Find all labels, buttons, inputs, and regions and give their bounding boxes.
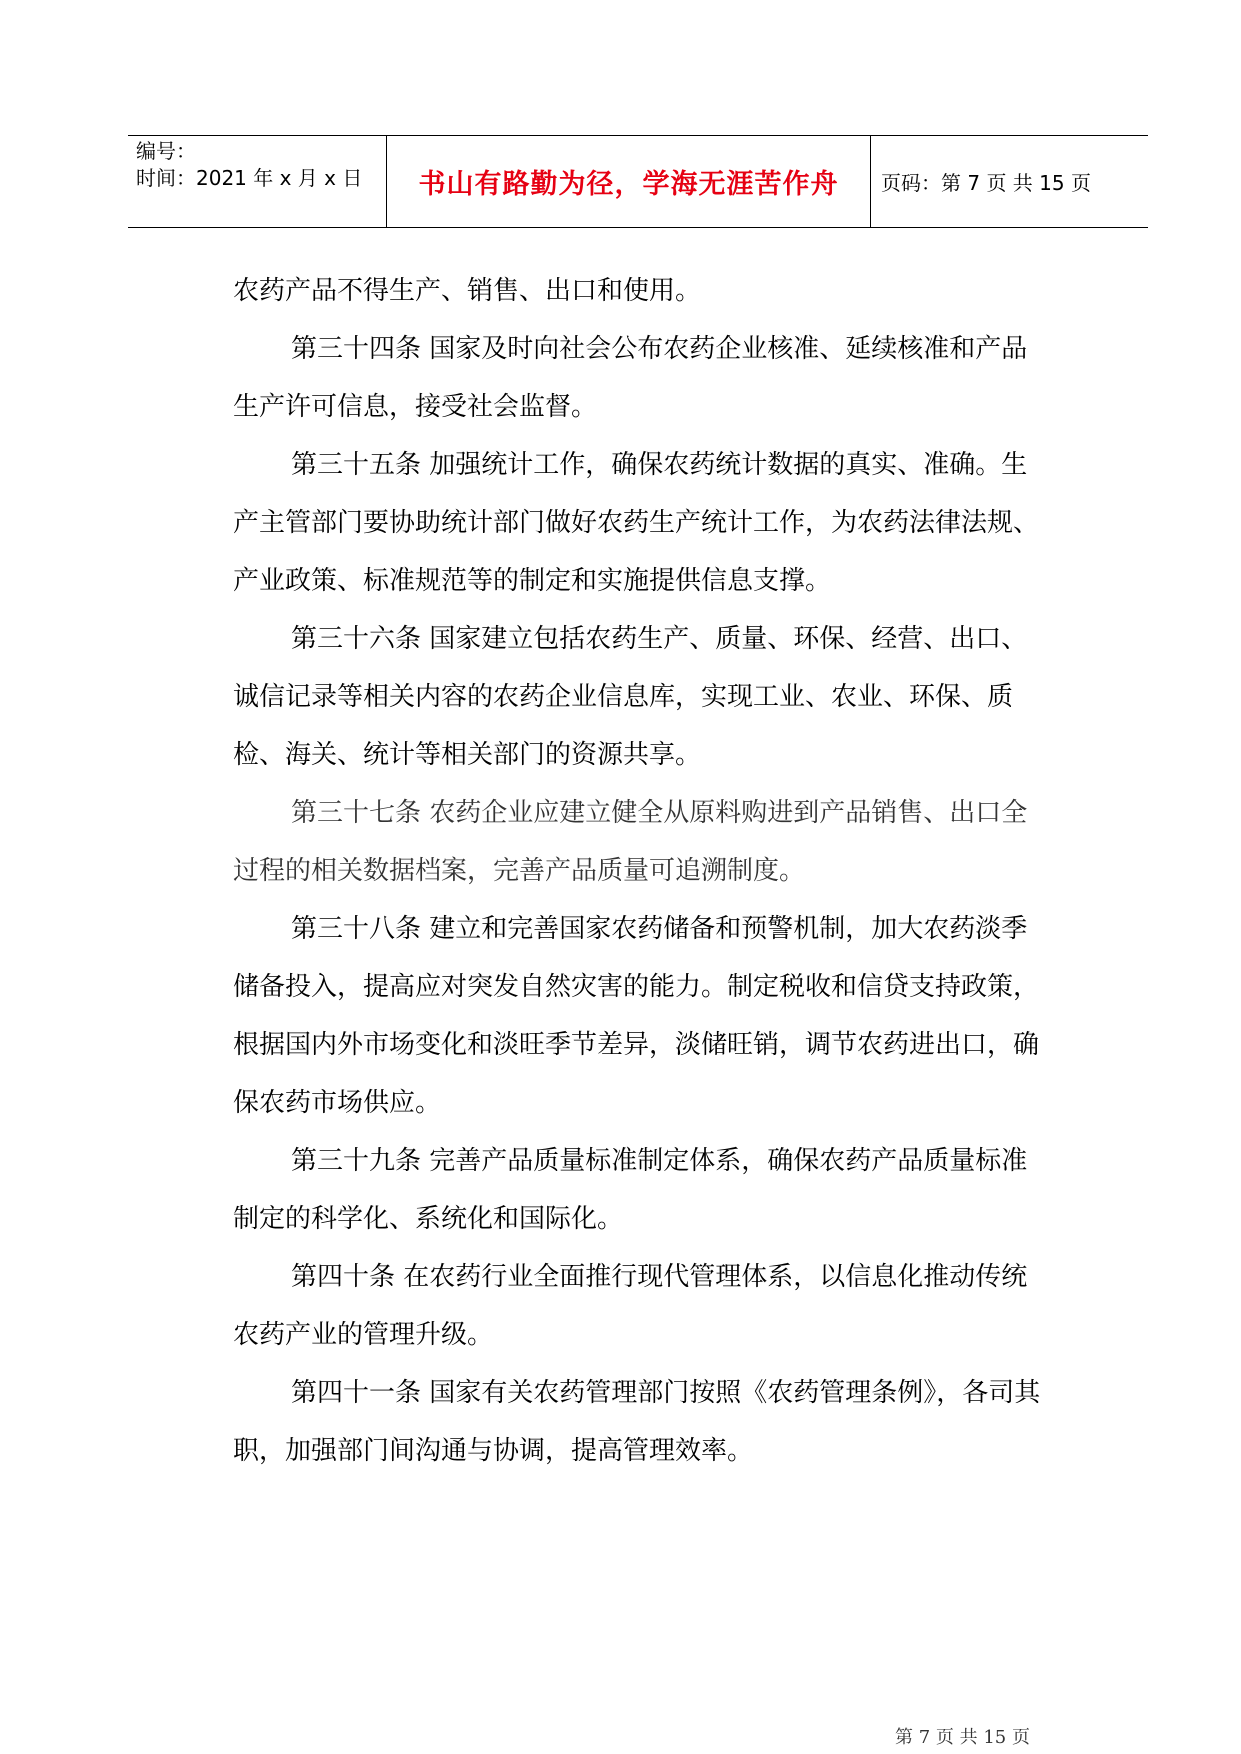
article-39: 第三十九条 完善产品质量标准制定体系，确保农药产品质量标准制定的科学化、系统化和国际化。: [233, 1146, 1028, 1234]
header-meta: [128, 136, 387, 227]
article-36: 第三十六条 国家建立包括农药生产、质量、环保、经营、出口、诚信记录等相关内容的农药企业信息库，实现工业、农业、环保、质检、海关、统计等相关部门的资源共享。: [233, 624, 1028, 770]
article-35: 第三十五条 加强统计工作，确保农药统计数据的真实、准确。生产主管部门要协助统计部门做好农药生产统计工作，为农药法律法规、产业政策、标准规范等的制定和实施提供信息支撑。: [233, 450, 1040, 596]
article-40: 第四十条 在农药行业全面推行现代管理体系，以信息化推动传统农药产业的管理升级。: [233, 1262, 1028, 1350]
article-34: 第三十四条 国家及时向社会公布农药企业核准、延续核准和产品生产许可信息，接受社会监督。: [233, 334, 1028, 422]
article-38: 第三十八条 建立和完善国家农药储备和预警机制，加大农药淡季储备投入，提高应对突发自然灾害的能力。制定税收和信贷支持政策，根据国内外市场变化和淡旺季节差异，淡储旺销，调节农药进出口，确保农药市场供应。: [233, 914, 1040, 1118]
article-41: 第四十一条 国家有关农药管理部门按照《农药管理条例》，各司其职，加强部门间沟通与协调，提高管理效率。: [233, 1378, 1041, 1466]
header-motto: 书山有路勤为径，学海无涯苦作舟: [418, 169, 839, 200]
document-number-label: 编号：: [136, 139, 196, 163]
page-footer: 第 7 页 共 15 页: [895, 1727, 1030, 1748]
article-37: 第三十七条 农药企业应建立健全从原料购进到产品销售、出口全过程的相关数据档案，完善产品质量可追溯制度。: [233, 798, 1028, 886]
document-body: [233, 262, 1049, 1480]
header-motto-cell: [387, 136, 871, 227]
header-page-number: 页码：第 7 页 共 15 页: [881, 171, 1091, 195]
document-time-label: 时间：2021 年 x 月 x 日: [136, 166, 363, 190]
page-header: [128, 135, 1148, 228]
header-page-cell: [871, 136, 1148, 227]
paragraph: 农药产品不得生产、销售、出口和使用。: [233, 276, 702, 306]
